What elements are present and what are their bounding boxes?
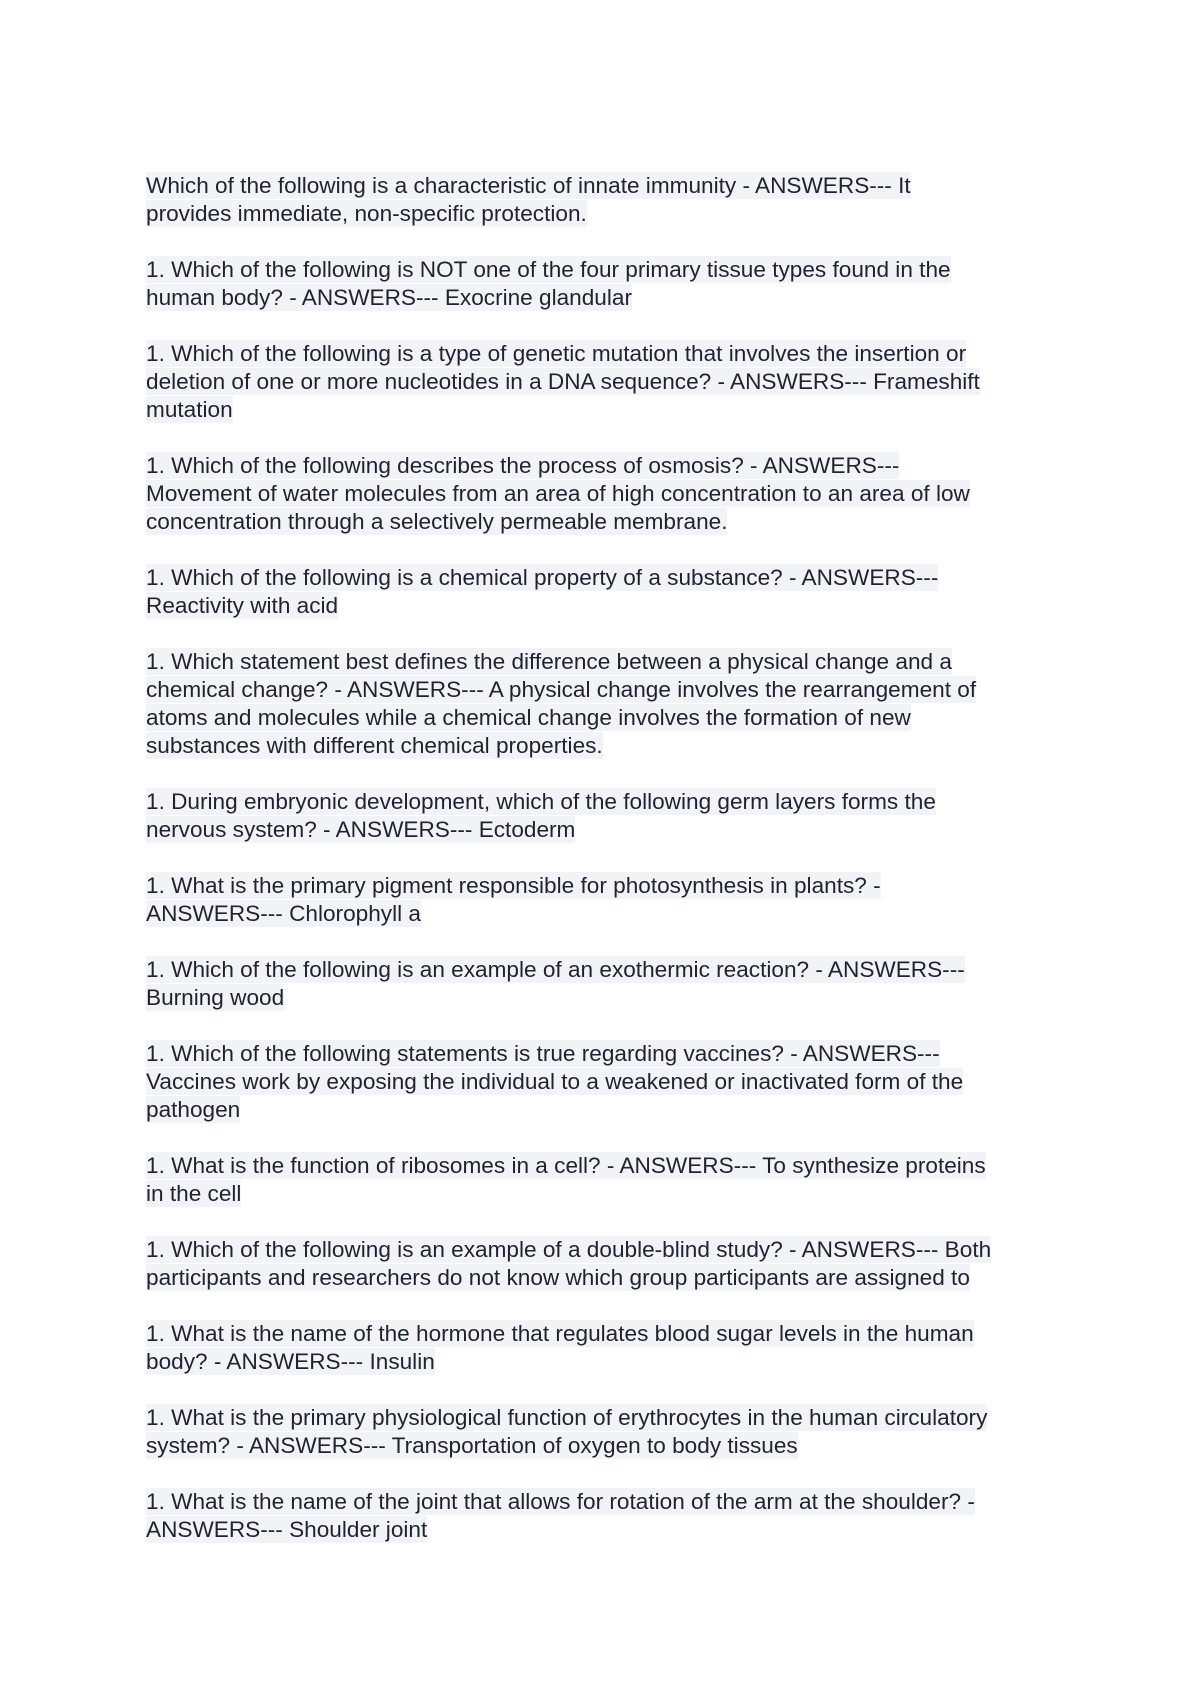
qa-line-text: 1. Which of the following is an example of an exothermic reaction? - ANSWERS--- [146, 957, 965, 982]
qa-line [146, 676, 1066, 704]
qa-line [146, 452, 1066, 480]
qa-line [146, 1432, 1066, 1460]
qa-item [146, 648, 1066, 760]
qa-item [146, 1152, 1066, 1208]
qa-line-text: participants and researchers do not know which group participants are assigned to [146, 1265, 970, 1290]
qa-item [146, 872, 1066, 928]
qa-line-text: pathogen [146, 1097, 241, 1122]
qa-line [146, 1320, 1066, 1348]
qa-line-text: provides immediate, non-specific protection. [146, 201, 587, 226]
qa-line [146, 788, 1066, 816]
qa-line [146, 1068, 1066, 1096]
qa-line-text: Reactivity with acid [146, 593, 339, 618]
qa-line [146, 1488, 1066, 1516]
qa-item [146, 788, 1066, 844]
qa-line [146, 1516, 1066, 1544]
qa-line-text: 1. During embryonic development, which of the following germ layers forms the [146, 789, 936, 814]
qa-line-text: 1. What is the primary pigment responsible for photosynthesis in plants? - [146, 873, 881, 898]
qa-line-text: body? - ANSWERS--- Insulin [146, 1349, 435, 1374]
qa-line [146, 704, 1066, 732]
qa-line-text: Which of the following is a characteristic of innate immunity - ANSWERS--- It [146, 173, 911, 198]
qa-line-text: substances with different chemical properties. [146, 733, 603, 758]
qa-item [146, 1040, 1066, 1124]
qa-line [146, 200, 1066, 228]
qa-item [146, 956, 1066, 1012]
qa-line [146, 256, 1066, 284]
qa-line [146, 564, 1066, 592]
qa-line [146, 732, 1066, 760]
qa-line-text: human body? - ANSWERS--- Exocrine glandular [146, 285, 632, 310]
qa-line-text: mutation [146, 397, 233, 422]
qa-line-text: 1. What is the primary physiological function of erythrocytes in the human circulatory [146, 1405, 988, 1430]
qa-line [146, 1096, 1066, 1124]
qa-line-text: 1. What is the function of ribosomes in a cell? - ANSWERS--- To synthesize proteins [146, 1153, 986, 1178]
qa-line-text: 1. Which of the following is a chemical property of a substance? - ANSWERS--- [146, 565, 939, 590]
qa-line-text: concentration through a selectively permeable membrane. [146, 509, 728, 534]
qa-line-text: ANSWERS--- Shoulder joint [146, 1517, 428, 1542]
qa-line [146, 1040, 1066, 1068]
qa-line [146, 480, 1066, 508]
qa-line [146, 340, 1066, 368]
qa-line [146, 900, 1066, 928]
qa-line [146, 1348, 1066, 1376]
qa-line [146, 172, 1066, 200]
qa-line [146, 1264, 1066, 1292]
qa-line-text: 1. Which of the following describes the process of osmosis? - ANSWERS--- [146, 453, 900, 478]
qa-item [146, 1320, 1066, 1376]
qa-line-text: 1. Which of the following is an example of a double-blind study? - ANSWERS--- Both [146, 1237, 992, 1262]
qa-item [146, 256, 1066, 312]
qa-line [146, 1152, 1066, 1180]
qa-line [146, 1180, 1066, 1208]
qa-line-text: 1. Which of the following statements is true regarding vaccines? - ANSWERS--- [146, 1041, 940, 1066]
qa-item [146, 564, 1066, 620]
qa-line-text: nervous system? - ANSWERS--- Ectoderm [146, 817, 576, 842]
qa-line [146, 648, 1066, 676]
qa-line-text: 1. Which statement best defines the difference between a physical change and a [146, 649, 952, 674]
qa-line-text: Movement of water molecules from an area of high concentration to an area of low [146, 481, 970, 506]
qa-line-text: 1. What is the name of the hormone that regulates blood sugar levels in the human [146, 1321, 974, 1346]
qa-line [146, 1404, 1066, 1432]
qa-line [146, 816, 1066, 844]
qa-line-text: system? - ANSWERS--- Transportation of oxygen to body tissues [146, 1433, 798, 1458]
qa-line [146, 368, 1066, 396]
qa-item [146, 340, 1066, 424]
qa-line-text: 1. What is the name of the joint that allows for rotation of the arm at the shoulder? - [146, 1489, 975, 1514]
qa-line [146, 396, 1066, 424]
qa-line-text: 1. Which of the following is NOT one of the four primary tissue types found in the [146, 257, 951, 282]
qa-line [146, 284, 1066, 312]
qa-line [146, 592, 1066, 620]
qa-line-text: 1. Which of the following is a type of genetic mutation that involves the insertion or [146, 341, 967, 366]
qa-line-text: ANSWERS--- Chlorophyll a [146, 901, 421, 926]
qa-item [146, 172, 1066, 228]
qa-line-text: chemical change? - ANSWERS--- A physical change involves the rearrangement of [146, 677, 977, 702]
qa-line-text: in the cell [146, 1181, 242, 1206]
qa-item [146, 1488, 1066, 1544]
qa-line [146, 872, 1066, 900]
qa-line [146, 984, 1066, 1012]
qa-item [146, 452, 1066, 536]
qa-line-text: atoms and molecules while a chemical change involves the formation of new [146, 705, 911, 730]
qa-line-text: Vaccines work by exposing the individual to a weakened or inactivated form of the [146, 1069, 964, 1094]
qa-item [146, 1236, 1066, 1292]
qa-line [146, 956, 1066, 984]
qa-line [146, 508, 1066, 536]
qa-list [146, 172, 1066, 1572]
qa-line [146, 1236, 1066, 1264]
qa-line-text: Burning wood [146, 985, 285, 1010]
qa-line-text: deletion of one or more nucleotides in a DNA sequence? - ANSWERS--- Frameshift [146, 369, 980, 394]
qa-item [146, 1404, 1066, 1460]
